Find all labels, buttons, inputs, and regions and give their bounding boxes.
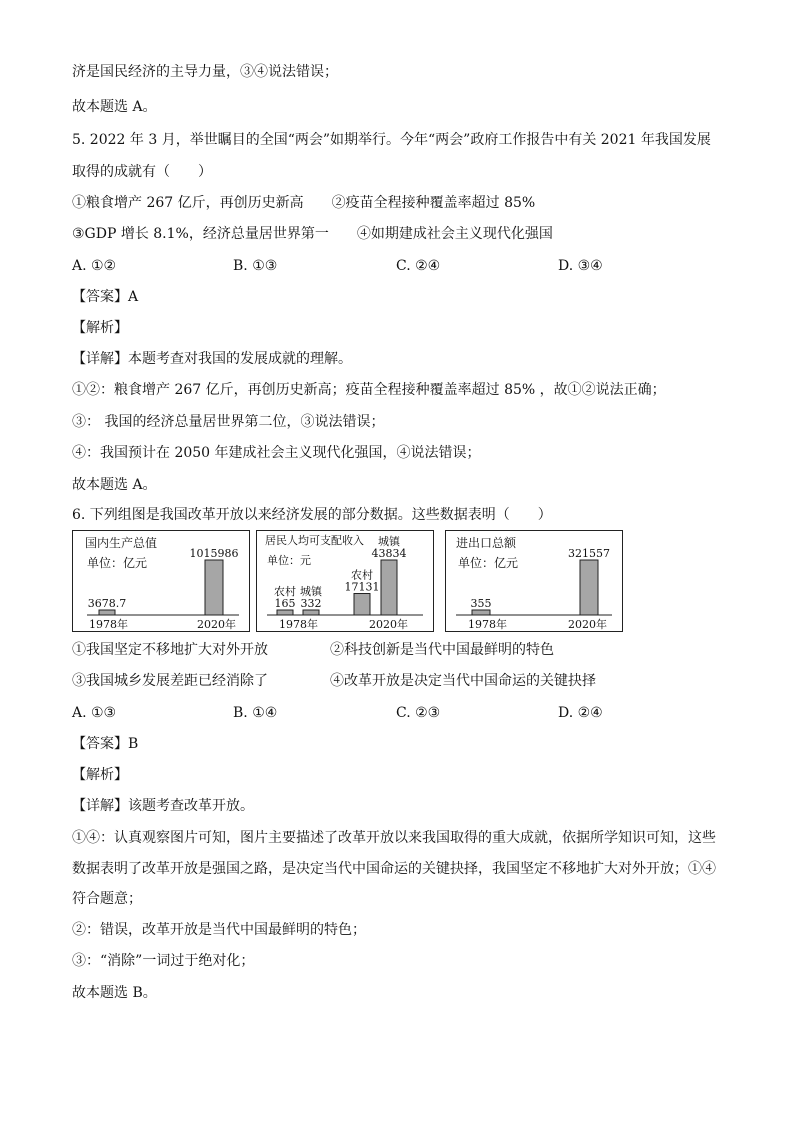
- tick-label: 1978年: [279, 618, 318, 631]
- q6-detail-line: 符合题意；: [72, 891, 142, 907]
- bar-trade-2020: [580, 560, 598, 615]
- q6-detail-line: 数据表明了改革开放是强国之路，是决定当代中国命运的关键抉择，我国坚定不移地扩大对外开放；①④: [72, 861, 716, 877]
- data-label: 43834: [371, 547, 407, 560]
- q6-detail-heading: 【详解】该题考查改革开放。: [72, 798, 254, 814]
- bar-trade-1978: [472, 610, 490, 615]
- chart-group: [72, 530, 622, 632]
- series-label: 农村: [274, 585, 296, 598]
- chart-panel-income: [256, 530, 434, 632]
- text-line: 故本题选 A。: [72, 99, 157, 115]
- data-label: 165: [274, 597, 296, 610]
- q5-option-d: D. ③④: [558, 258, 603, 274]
- chart-title: 国内生产总值: [85, 536, 158, 550]
- q6-detail-line: ①④：认真观察图片可知，图片主要描述了改革开放以来我国取得的重大成就，依据所学知识可知，这些: [72, 830, 716, 846]
- bar-urban: [381, 560, 397, 615]
- q5-analysis-heading: 【解析】: [72, 320, 128, 336]
- chart-gdp-svg: [73, 531, 249, 631]
- tick-label: 2020年: [568, 618, 607, 631]
- question-5-statements-1: ①粮食增产 267 亿斤，再创历史新高 ②疫苗全程接种覆盖率超过 85%: [72, 195, 536, 211]
- q6-answer: 【答案】B: [72, 736, 139, 752]
- question-5-statements-2: ③GDP 增长 8.1%，经济总量居世界第一 ④如期建成社会主义现代化强国: [72, 226, 553, 242]
- bar-gdp-2020: [205, 560, 223, 615]
- q6-analysis-heading: 【解析】: [72, 767, 128, 783]
- chart-trade-svg: [446, 531, 622, 631]
- q6-statement-2: ②科技创新是当代中国最鲜明的特色: [330, 642, 554, 658]
- tick-label: 2020年: [197, 618, 236, 631]
- series-label: 城镇: [378, 535, 400, 548]
- chart-unit: 单位：元: [267, 554, 311, 567]
- q5-answer: 【答案】A: [72, 289, 139, 305]
- q6-statement-3: ③我国城乡发展差距已经消除了: [72, 673, 268, 689]
- chart-title: 进出口总额: [456, 536, 517, 550]
- question-5-stem-cont: 取得的成就有（ ）: [72, 164, 212, 180]
- question-6-stem: 6. 下列组图是我国改革开放以来经济发展的部分数据。这些数据表明（ ）: [72, 507, 552, 523]
- series-label: 农村: [351, 568, 373, 582]
- q5-option-a: A. ①②: [72, 258, 117, 274]
- q5-detail-heading: 【详解】本题考查对我国的发展成就的理解。: [72, 351, 352, 367]
- data-label: 355: [470, 597, 492, 610]
- q6-statement-1: ①我国坚定不移地扩大对外开放: [72, 642, 268, 658]
- q6-detail-line: ②：错误，改革开放是当代中国最鲜明的特色；: [72, 922, 366, 938]
- bar-rural: [277, 610, 293, 615]
- q6-statement-4: ④改革开放是决定当代中国命运的关键抉择: [330, 673, 596, 689]
- q5-detail-line: ③： 我国的经济总量居世界第二位，③说法错误；: [72, 414, 385, 430]
- data-label: 1015986: [189, 547, 239, 560]
- q5-option-c: C. ②④: [396, 258, 441, 274]
- chart-unit: 单位：亿元: [458, 556, 519, 570]
- bar-urban: [303, 610, 319, 615]
- chart-unit: 单位：亿元: [87, 556, 148, 570]
- bar-rural: [354, 594, 370, 615]
- q6-option-b: B. ①④: [233, 705, 278, 721]
- data-label: 332: [300, 597, 322, 610]
- q5-detail-line: ①②：粮食增产 267 亿斤，再创历史新高；疫苗全程接种覆盖率超过 85% ，故①②说法正确；: [72, 382, 666, 398]
- chart-income-svg: [257, 531, 433, 631]
- bar-gdp-1978: [99, 610, 115, 615]
- tick-label: 1978年: [468, 618, 507, 631]
- question-5-stem: 5. 2022 年 3 月，举世瞩目的全国“两会”如期举行。今年“两会”政府工作报告中有关 2021 年我国发展: [72, 132, 711, 148]
- q6-detail-line: ③：“消除”一词过于绝对化；: [72, 953, 255, 969]
- chart-panel-trade: [445, 530, 623, 632]
- q6-conclusion: 故本题选 B。: [72, 985, 157, 1001]
- q6-option-c: C. ②③: [396, 705, 441, 721]
- chart-panel-gdp: [72, 530, 250, 632]
- q5-detail-line: ④：我国预计在 2050 年建成社会主义现代化强国，④说法错误；: [72, 445, 481, 461]
- text-line: 济是国民经济的主导力量，③④说法错误；: [72, 64, 338, 80]
- data-label: 17131: [344, 580, 380, 594]
- q6-option-a: A. ①③: [72, 705, 117, 721]
- chart-title: 居民人均可支配收入: [265, 534, 364, 547]
- tick-label: 1978年: [89, 618, 128, 631]
- data-label: 3678.7: [87, 597, 127, 610]
- data-label: 321557: [568, 547, 610, 560]
- series-label: 城镇: [300, 585, 322, 598]
- q5-option-b: B. ①③: [233, 258, 278, 274]
- q5-conclusion: 故本题选 A。: [72, 477, 157, 493]
- q6-option-d: D. ②④: [558, 705, 603, 721]
- tick-label: 2020年: [369, 618, 408, 631]
